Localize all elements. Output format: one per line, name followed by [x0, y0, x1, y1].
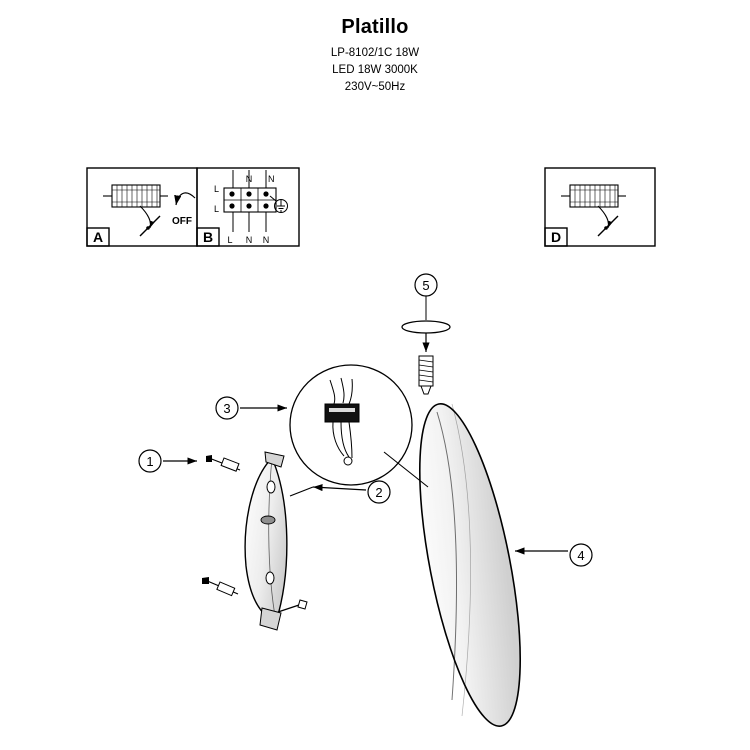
switch-off-symbol [140, 206, 160, 236]
threaded-rod [419, 356, 433, 394]
terminal-block-a [103, 185, 168, 207]
screw-lower [202, 577, 238, 596]
step-box-d [545, 168, 655, 246]
terminal-label-bottom-left: L [214, 204, 220, 214]
step-box-a [87, 168, 197, 246]
screw-right [278, 600, 307, 612]
step-a-label: A [92, 229, 104, 245]
lamp-shade [399, 396, 540, 733]
terminal-label-bottom-mid1: L [227, 235, 233, 245]
screw-upper [206, 455, 240, 471]
model-code: LP-8102/1C 18W [330, 47, 420, 59]
driver-bubble [290, 365, 428, 487]
terminal-label-bottom-right: N [262, 235, 270, 245]
callout-4-number: 4 [577, 548, 585, 563]
callout-3-number: 3 [223, 401, 231, 416]
page-title: Platillo [341, 16, 409, 38]
voltage-spec: 230V~50Hz [344, 81, 406, 93]
terminal-label-top-right: N [268, 174, 275, 184]
step-b-label: B [202, 229, 214, 245]
lamp-spec: LED 18W 3000K [332, 64, 418, 76]
step-box-b [197, 168, 299, 246]
callout-4-group [515, 544, 592, 566]
terminal-label-top-left: L [214, 184, 220, 194]
step-d-label: D [550, 229, 562, 245]
wires-bottom-b [233, 212, 266, 232]
callout-5-group [402, 274, 450, 394]
callout-1-number: 1 [146, 454, 154, 469]
callout-3-group [216, 397, 287, 419]
terminal-label-bottom-mid2: N [245, 235, 253, 245]
switch-on-symbol [598, 206, 618, 236]
led-driver [325, 404, 359, 422]
connector-block-b [224, 188, 276, 212]
callout-5-number: 5 [422, 278, 430, 293]
terminal-label-top-mid: N [245, 174, 253, 184]
callout-2-number: 2 [375, 485, 383, 500]
off-label: OFF [172, 216, 192, 227]
terminal-block-d [561, 185, 626, 207]
mounting-plate [245, 452, 287, 630]
callout-1-group [139, 450, 197, 472]
